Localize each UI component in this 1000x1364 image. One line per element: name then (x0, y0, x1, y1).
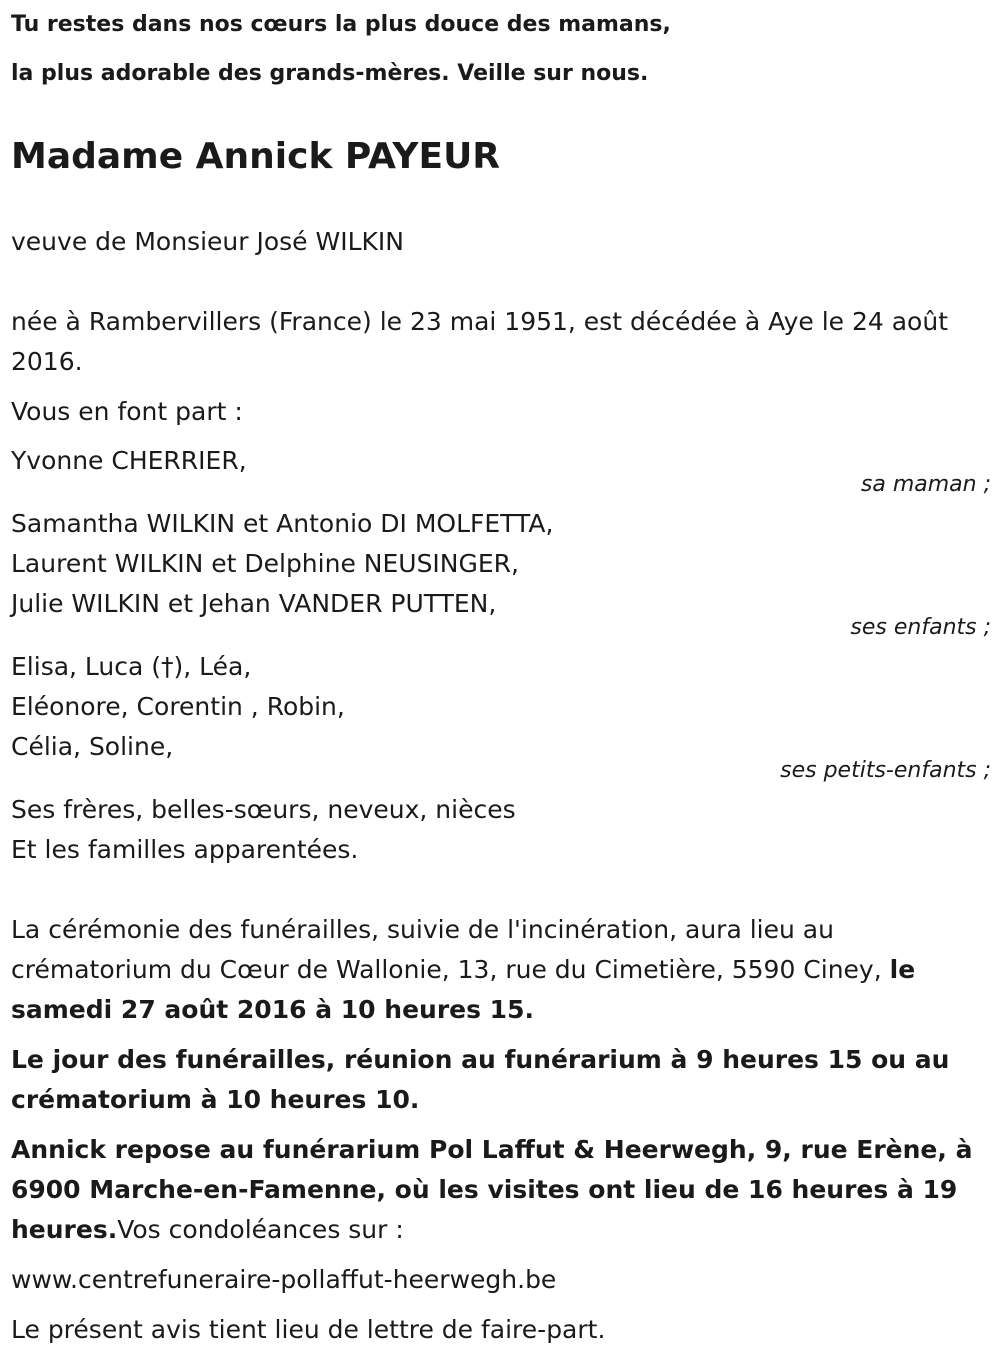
mother-role: sa maman ; (860, 472, 991, 497)
mother-section (11, 441, 991, 497)
birth-death-line-1: née à Rambervillers (France) le 23 mai 1951, est décédée à Aye le 24 août (11, 307, 948, 336)
rest-line-1: Annick repose au funérarium Pol Laffut & Heerwegh, 9, rue Erène, à (11, 1135, 973, 1164)
meeting-line-2: crématorium à 10 heures 10. (11, 1085, 420, 1114)
children-role: ses enfants ; (850, 615, 991, 640)
child-line-3: Julie WILKIN et Jehan VANDER PUTTEN, (11, 589, 497, 618)
rest-line-3 (11, 1210, 991, 1250)
birth-death-line-2: 2016. (11, 347, 83, 376)
children-section (11, 504, 991, 640)
rest-line-2: 6900 Marche-en-Famenne, où les visites ont lieu de 16 heures à 19 (11, 1175, 958, 1204)
ceremony-line-1: La cérémonie des funérailles, suivie de l'incinération, aura lieu au (11, 915, 834, 944)
deceased-name: Madame Annick PAYEUR (11, 136, 501, 177)
birth-death-text (11, 302, 991, 382)
grandchildren-role: ses petits-enfants ; (780, 758, 991, 783)
announce-text: Vous en font part : (11, 397, 243, 426)
family-line-2: Et les familles apparentées. (11, 835, 359, 864)
meeting-section (11, 1040, 991, 1120)
ceremony-section (11, 910, 991, 1030)
condolences-text: Vos condoléances sur : (117, 1215, 404, 1244)
closing-text: Le présent avis tient lieu de lettre de faire-part. (11, 1315, 606, 1344)
grandchildren-section (11, 647, 991, 783)
epitaph-line-1: Tu restes dans nos cœurs la plus douce des mamans, (11, 12, 671, 37)
grandchild-line-2: Eléonore, Corentin , Robin, (11, 692, 345, 721)
ceremony-line-2 (11, 950, 991, 990)
mother-name: Yvonne CHERRIER, (11, 446, 247, 475)
meeting-line-1: Le jour des funérailles, réunion au funérarium à 9 heures 15 ou au (11, 1045, 950, 1074)
ceremony-line-2-text: crématorium du Cœur de Wallonie, 13, rue du Cimetière, 5590 Ciney, (11, 955, 882, 984)
rest-section (11, 1130, 991, 1250)
widow-of-text: veuve de Monsieur José WILKIN (11, 227, 404, 256)
rest-line-3-bold: heures. (11, 1215, 118, 1244)
child-line-1: Samantha WILKIN et Antonio DI MOLFETTA, (11, 509, 554, 538)
family-line-1: Ses frères, belles-sœurs, neveux, nièces (11, 795, 516, 824)
grandchild-line-1: Elisa, Luca (†), Léa, (11, 652, 252, 681)
ceremony-date: samedi 27 août 2016 à 10 heures 15. (11, 995, 534, 1024)
epitaph-line-2: la plus adorable des grands-mères. Veille sur nous. (11, 61, 649, 86)
ceremony-line-2-bold: le (889, 955, 916, 984)
child-line-2: Laurent WILKIN et Delphine NEUSINGER, (11, 549, 519, 578)
grandchild-line-3: Célia, Soline, (11, 732, 174, 761)
website-link[interactable]: www.centrefuneraire-pollaffut-heerwegh.be (11, 1265, 557, 1294)
family-section (11, 790, 991, 870)
